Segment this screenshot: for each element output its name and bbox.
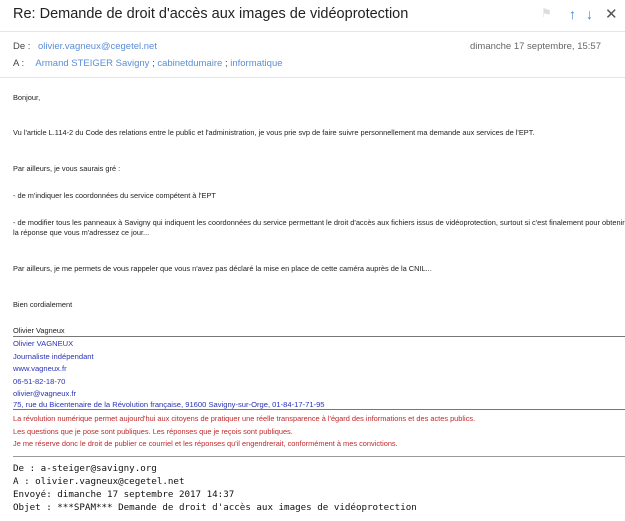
from-address[interactable]: olivier.vagneux@cegetel.net bbox=[38, 41, 157, 52]
from-label: De : bbox=[13, 41, 31, 52]
disclaimer-line: La révolution numérique permet aujourd'hui aux citoyens de pratiquer une réelle transparence à l'égard des informations et des actes publics. bbox=[13, 414, 476, 423]
quoted-subject: Objet : ***SPAM*** Demande de droit d'accès aux images de vidéoprotection bbox=[13, 502, 417, 513]
divider bbox=[0, 77, 625, 78]
signature-role: Journaliste indépendant bbox=[13, 352, 94, 361]
recipient[interactable]: informatique bbox=[230, 58, 283, 69]
disclaimer-line: Je me réserve donc le droit de publier ce courriel et les réponses qu'il engendrerait, conformément à mes convictions. bbox=[13, 439, 398, 448]
signature-email[interactable]: olivier@vagneux.fr bbox=[13, 389, 77, 398]
separator: ; bbox=[224, 58, 228, 69]
quoted-from: De : a-steiger@savigny.org bbox=[13, 463, 157, 474]
email-date: dimanche 17 septembre, 15:57 bbox=[470, 41, 601, 52]
greeting: Bonjour, bbox=[13, 93, 41, 102]
signature-name: Olivier VAGNEUX bbox=[13, 339, 74, 348]
flag-icon[interactable]: ⚑ bbox=[541, 6, 552, 20]
signature-rule bbox=[13, 409, 625, 410]
signer-name: Olivier Vagneux bbox=[13, 326, 65, 335]
paragraph: Vu l'article L.114-2 du Code des relations entre le public et l'administration, je vous prie svp de faire suivre personnellement ma demande aux services de l'EPT. bbox=[13, 128, 535, 137]
close-icon[interactable]: ✕ bbox=[605, 6, 618, 23]
to-row bbox=[13, 58, 283, 69]
signature-rule bbox=[13, 336, 625, 337]
recipient[interactable]: cabinetdumaire bbox=[157, 58, 223, 69]
paragraph: Par ailleurs, je vous saurais gré : bbox=[13, 164, 121, 173]
signature-phone: 06-51-82-18-70 bbox=[13, 377, 66, 386]
arrow-up-icon[interactable]: ↑ bbox=[569, 6, 576, 22]
quoted-sent: Envoyé: dimanche 17 septembre 2017 14:37 bbox=[13, 489, 235, 500]
disclaimer-line: Les questions que je pose sont publiques. Les réponses que je reçois sont publiques. bbox=[13, 427, 293, 436]
separator: ; bbox=[152, 58, 155, 69]
recipient[interactable]: Armand STEIGER Savigny bbox=[35, 58, 150, 69]
signature-website[interactable]: www.vagneux.fr bbox=[13, 364, 67, 373]
quoted-to: A : olivier.vagneux@cegetel.net bbox=[13, 476, 185, 487]
paragraph: - de modifier tous les panneaux à Savigny qui indiquent les coordonnées du service permettant le droit d'accès aux fichiers issus de vidéoprotection, surtout si c'est finalement pour obtenir bbox=[13, 218, 625, 227]
email-subject: Re: Demande de droit d'accès aux images de vidéoprotection bbox=[13, 6, 409, 22]
paragraph: la réponse que vous m'adressez ce jour... bbox=[13, 228, 150, 237]
paragraph: Par ailleurs, je me permets de vous rappeler que vous n'avez pas déclaré la mise en place de cette caméra auprès de la CNIL... bbox=[13, 264, 432, 273]
to-label: A : bbox=[13, 58, 25, 69]
signature-address: 75, rue du Bicentenaire de la Révolution française, 91600 Savigny-sur-Orge, 01-84-17-71-95 bbox=[13, 400, 325, 409]
quote-rule bbox=[13, 456, 625, 457]
arrow-down-icon[interactable]: ↓ bbox=[586, 6, 593, 22]
paragraph: - de m'indiquer les coordonnées du service compétent à l'EPT bbox=[13, 191, 216, 200]
divider bbox=[0, 31, 625, 32]
closing: Bien cordialement bbox=[13, 300, 73, 309]
